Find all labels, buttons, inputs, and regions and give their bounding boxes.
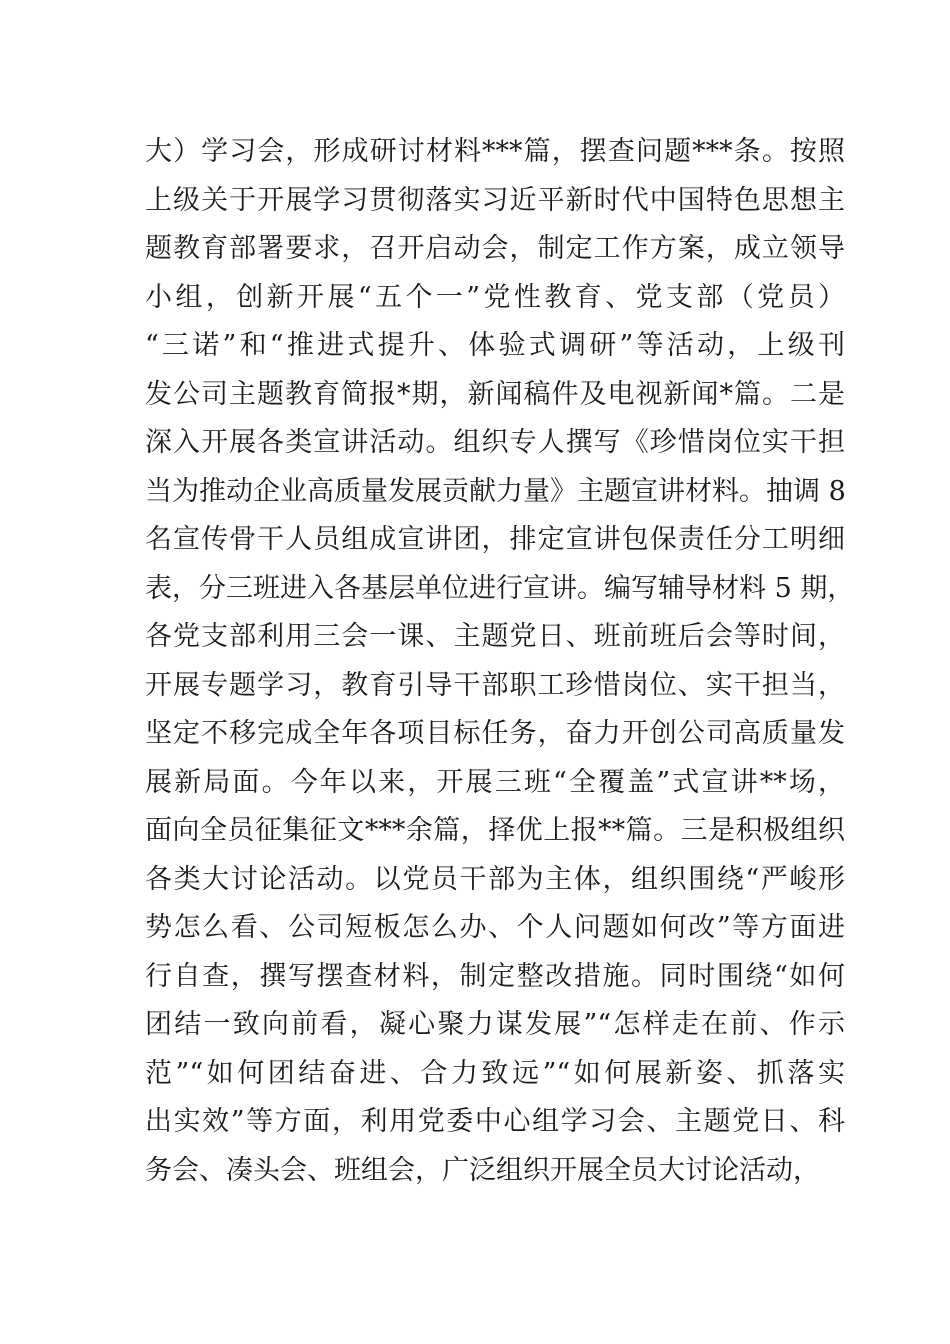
text-line: 发公司主题教育简报*期，新闻稿件及电视新闻*篇。二是 [145,378,845,410]
text-line: 出实效”等方面，利用党委中心组学习会、主题党日、科 [145,1106,845,1137]
text-line: 务会、凑头会、班组会，广泛组织开展全员大讨论活动， [145,1154,820,1186]
text-line: 小组，创新开展“五个一”党性教育、党支部（党员） [145,281,845,313]
text-line: 表，分三班进入各基层单位进行宣讲。编写辅导材料 5 期， [145,572,855,604]
body-paragraph [145,128,855,1195]
text-line: 行自查，撰写摆查材料，制定整改措施。同时围绕“如何 [145,960,845,992]
text-line: 面向全员征集征文***余篇，择优上报**篇。三是积极组织 [145,815,845,846]
text-line: 名宣传骨干人员组成宣讲团，排定宣讲包保责任分工明细 [145,524,845,555]
text-line: 上级关于开展学习贯彻落实习近平新时代中国特色思想主 [145,184,845,216]
text-line: 展新局面。今年以来，开展三班“全覆盖”式宣讲**场， [145,766,845,798]
text-line: 深入开展各类宣讲活动。组织专人撰写《珍惜岗位实干担 [145,427,845,458]
text-line: 各党支部利用三会一课、主题党日、班前班后会等时间， [145,621,845,652]
text-line: 大）学习会，形成研讨材料***篇，摆查问题***条。按照 [145,136,845,167]
text-line: 各类大讨论活动。以党员干部为主体，组织围绕“严峻形 [145,863,845,895]
text-line: 团结一致向前看，凝心聚力谋发展”“怎样走在前、作示 [145,1009,845,1040]
text-line: 坚定不移完成全年各项目标任务，奋力开创公司高质量发 [145,718,845,749]
text-line: 开展专题学习，教育引导干部职工珍惜岗位、实干担当， [145,669,845,701]
text-line: 题教育部署要求，召开启动会，制定工作方案，成立领导 [145,233,845,264]
text-line: 势怎么看、公司短板怎么办、个人问题如何改”等方面进 [145,912,845,943]
text-line: 当为推动企业高质量发展贡献力量》主题宣讲材料。抽调 8 [145,475,846,507]
text-line: “三诺”和“推进式提升、体验式调研”等活动，上级刊 [145,330,845,361]
text-line: 范”“如何团结奋进、合力致远”“如何展新姿、抓落实 [145,1057,845,1089]
